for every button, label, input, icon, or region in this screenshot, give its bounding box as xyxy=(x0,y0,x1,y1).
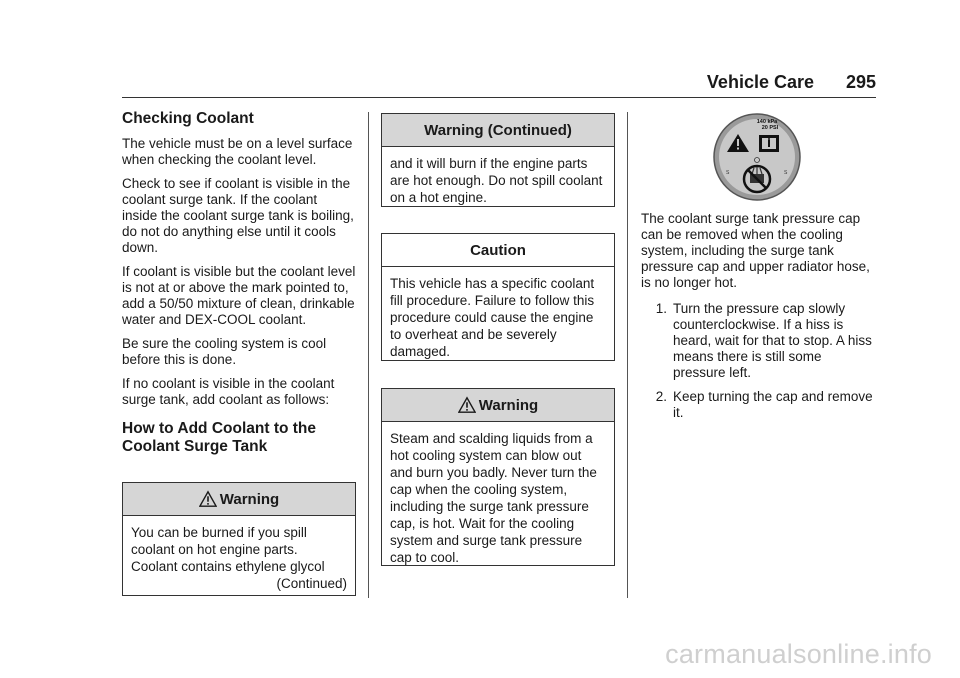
page-header xyxy=(0,72,876,96)
paragraph: Check to see if coolant is visible in the coolant surge tank. If the coolant inside the coolant surge tank is boiling, do not do anything else until it cools down. xyxy=(122,176,354,255)
column-3 xyxy=(641,211,877,429)
header-rule xyxy=(122,97,876,98)
column-divider-1 xyxy=(368,112,369,598)
caution-text: This vehicle has a specific coolant fill procedure. Failure to follow this procedure could cause the engine to overheat and be severely damaged. xyxy=(390,276,595,359)
step-text: Turn the pressure cap slowly counterclockwise. If a hiss is heard, wait for that to stop. A hiss means there is still some pressure left. xyxy=(673,301,872,380)
page-number: 295 xyxy=(845,72,876,92)
heading-checking-coolant: Checking Coolant xyxy=(122,110,254,127)
list-item xyxy=(641,301,877,381)
steps-list xyxy=(641,301,877,421)
warning-text: You can be burned if you spill coolant on hot engine parts. Coolant contains ethylene glycol xyxy=(131,525,325,574)
warning-box-header xyxy=(123,483,355,516)
section-title: Vehicle Care xyxy=(706,72,814,92)
paragraph: The coolant surge tank pressure cap can be removed when the cooling system, including the surge tank pressure cap and upper radiator hose, is no longer hot. xyxy=(641,211,870,290)
warning-2-text: Steam and scalding liquids from a hot cooling system can blow out and burn you badly. Never turn the cap when the cooling system, including the surge tank pressure cap, is hot. Wait for the cooling system and surge tank pressure cap to cool. xyxy=(390,431,597,565)
warning-continued-text: and it will burn if the engine parts are hot enough. Do not spill coolant on a hot engine. xyxy=(390,156,603,205)
paragraph: The vehicle must be on a level surface when checking the coolant level. xyxy=(122,136,353,167)
step-number: 2. xyxy=(655,389,667,404)
list-item xyxy=(641,389,877,421)
caution-box xyxy=(381,233,615,361)
caution-header: Caution xyxy=(382,234,614,267)
continued-label: (Continued) xyxy=(276,576,347,591)
svg-text:S: S xyxy=(726,170,730,176)
paragraph: If coolant is visible but the coolant level is not at or above the mark pointed to, add a 50/50 mixture of clean, drinkable water and DEX-COOL coolant. xyxy=(122,264,356,327)
step-number: 1. xyxy=(655,301,667,316)
step-text: Keep turning the cap and remove it. xyxy=(673,389,873,420)
paragraph: If no coolant is visible in the coolant surge tank, add coolant as follows: xyxy=(122,376,335,407)
warning-box-1 xyxy=(122,482,356,596)
heading-add-coolant: How to Add Coolant to the Coolant Surge Tank xyxy=(122,420,316,455)
svg-text:S: S xyxy=(784,170,788,176)
watermark: carmanualsonline.info xyxy=(665,639,932,669)
cap-psi-label: 20 PSI xyxy=(761,125,779,131)
warning-triangle-icon xyxy=(458,396,476,414)
warning-2-title: Warning xyxy=(478,396,539,414)
warning-continued-box xyxy=(381,113,615,207)
pressure-cap-icon xyxy=(712,112,802,202)
warning-title: Warning xyxy=(219,490,280,508)
warning-box-2 xyxy=(381,388,615,566)
warning-box-2-header xyxy=(382,389,614,422)
cap-kpa-label: 140 kPa xyxy=(756,119,778,125)
warning-box-body xyxy=(123,516,355,598)
column-1 xyxy=(122,110,356,464)
paragraph: Be sure the cooling system is cool before this is done. xyxy=(122,336,327,367)
warning-triangle-icon xyxy=(199,490,217,508)
column-divider-2 xyxy=(627,112,628,598)
warning-continued-header: Warning (Continued) xyxy=(382,114,614,147)
